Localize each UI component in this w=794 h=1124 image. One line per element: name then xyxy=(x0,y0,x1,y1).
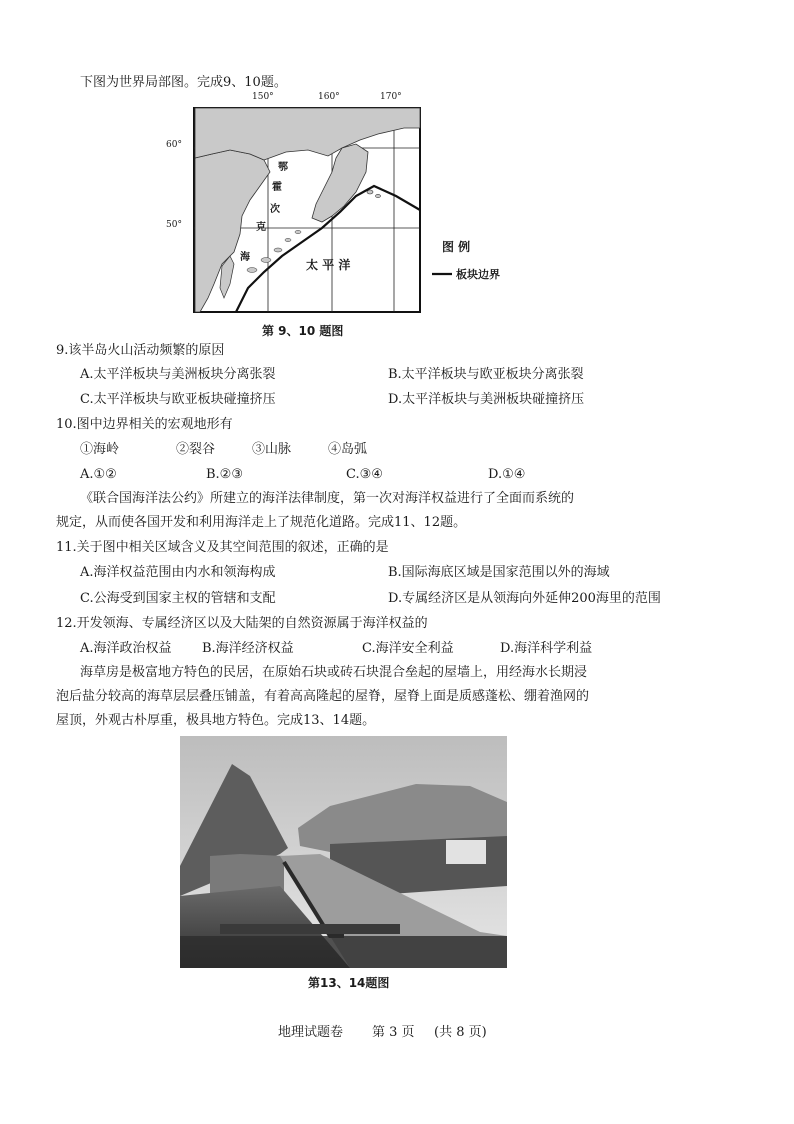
photo-caption: 第13、14题图 xyxy=(308,976,390,990)
intro-11-12-line2: 规定，从而使各国开发和利用海洋走上了规范化道路。完成11、12题。 xyxy=(56,515,467,530)
q10-item-4: ④岛弧 xyxy=(328,442,368,457)
q10-item-2: ②裂谷 xyxy=(176,442,216,457)
q10-stem: 10.图中边界相关的宏观地形有 xyxy=(56,417,233,432)
intro-11-12-line1: 《联合国海洋法公约》所建立的海洋法律制度，第一次对海洋权益进行了全面而系统的 xyxy=(80,491,575,506)
legend-title: 图 例 xyxy=(442,240,471,254)
footer-page: 第 3 页 xyxy=(372,1025,415,1040)
q12-option-b[interactable]: B.海洋经济权益 xyxy=(202,641,294,656)
sea-char-4: 克 xyxy=(256,222,266,233)
q9-option-c[interactable]: C.太平洋板块与欧亚板块碰撞挤压 xyxy=(80,392,276,407)
lat-label-60: 60° xyxy=(166,140,182,150)
ocean-label: 太 平 洋 xyxy=(306,258,351,272)
lat-label-50: 50° xyxy=(166,220,182,230)
q10-option-d[interactable]: D.①④ xyxy=(488,467,526,482)
lon-label-150: 150° xyxy=(252,92,274,102)
q12-option-c[interactable]: C.海洋安全利益 xyxy=(362,641,454,656)
map-svg xyxy=(160,88,520,320)
q12-option-d[interactable]: D.海洋科学利益 xyxy=(500,641,593,656)
q9-option-d[interactable]: D.太平洋板块与美洲板块碰撞挤压 xyxy=(388,392,585,407)
q11-option-a[interactable]: A.海洋权益范围由内水和领海构成 xyxy=(80,565,276,580)
footer-total: (共 8 页) xyxy=(434,1025,487,1040)
lon-label-160: 160° xyxy=(318,92,340,102)
sea-char-2: 霍 xyxy=(272,182,282,193)
lon-label-170: 170° xyxy=(380,92,402,102)
world-map-figure xyxy=(160,88,520,320)
q12-option-a[interactable]: A.海洋政治权益 xyxy=(80,641,172,656)
q9-stem: 9.该半岛火山活动频繁的原因 xyxy=(56,343,225,358)
q10-item-1: ①海岭 xyxy=(80,442,120,457)
sea-char-1: 鄂 xyxy=(278,162,288,173)
q10-option-c[interactable]: C.③④ xyxy=(346,467,383,482)
sea-char-3: 次 xyxy=(270,204,280,215)
footer-subject: 地理试题卷 xyxy=(278,1025,344,1040)
q11-option-b[interactable]: B.国际海底区域是国家范围以外的海域 xyxy=(388,565,610,580)
q9-option-b[interactable]: B.太平洋板块与欧亚板块分离张裂 xyxy=(388,367,584,382)
q10-item-3: ③山脉 xyxy=(252,442,292,457)
q12-stem: 12.开发领海、专属经济区以及大陆架的自然资源属于海洋权益的 xyxy=(56,616,428,631)
intro-13-14-line2: 泡后盐分较高的海草层层叠压铺盖，有着高高隆起的屋脊，屋脊上面是质感蓬松、绷着渔网的 xyxy=(56,689,590,704)
map-caption: 第 9、10 题图 xyxy=(262,324,344,338)
q10-option-b[interactable]: B.②③ xyxy=(206,467,243,482)
q11-option-c[interactable]: C.公海受到国家主权的管辖和支配 xyxy=(80,591,276,606)
q10-option-a[interactable]: A.①② xyxy=(80,467,117,482)
sea-char-5: 海 xyxy=(240,252,250,263)
q11-stem: 11.关于图中相关区域含义及其空间范围的叙述，正确的是 xyxy=(56,540,389,555)
q9-option-a[interactable]: A.太平洋板块与美洲板块分离张裂 xyxy=(80,367,276,382)
legend-item-label: 板块边界 xyxy=(456,268,500,281)
intro-13-14-line3: 屋顶，外观古朴厚重，极具地方特色。完成13、14题。 xyxy=(56,713,376,728)
q11-option-d[interactable]: D.专属经济区是从领海向外延伸200海里的范围 xyxy=(388,591,661,606)
intro-9-10: 下图为世界局部图。完成9、10题。 xyxy=(80,75,287,90)
seaweed-house-photo xyxy=(180,736,507,968)
intro-13-14-line1: 海草房是极富地方特色的民居，在原始石块或砖石块混合垒起的屋墙上，用经海水长期浸 xyxy=(80,665,588,680)
